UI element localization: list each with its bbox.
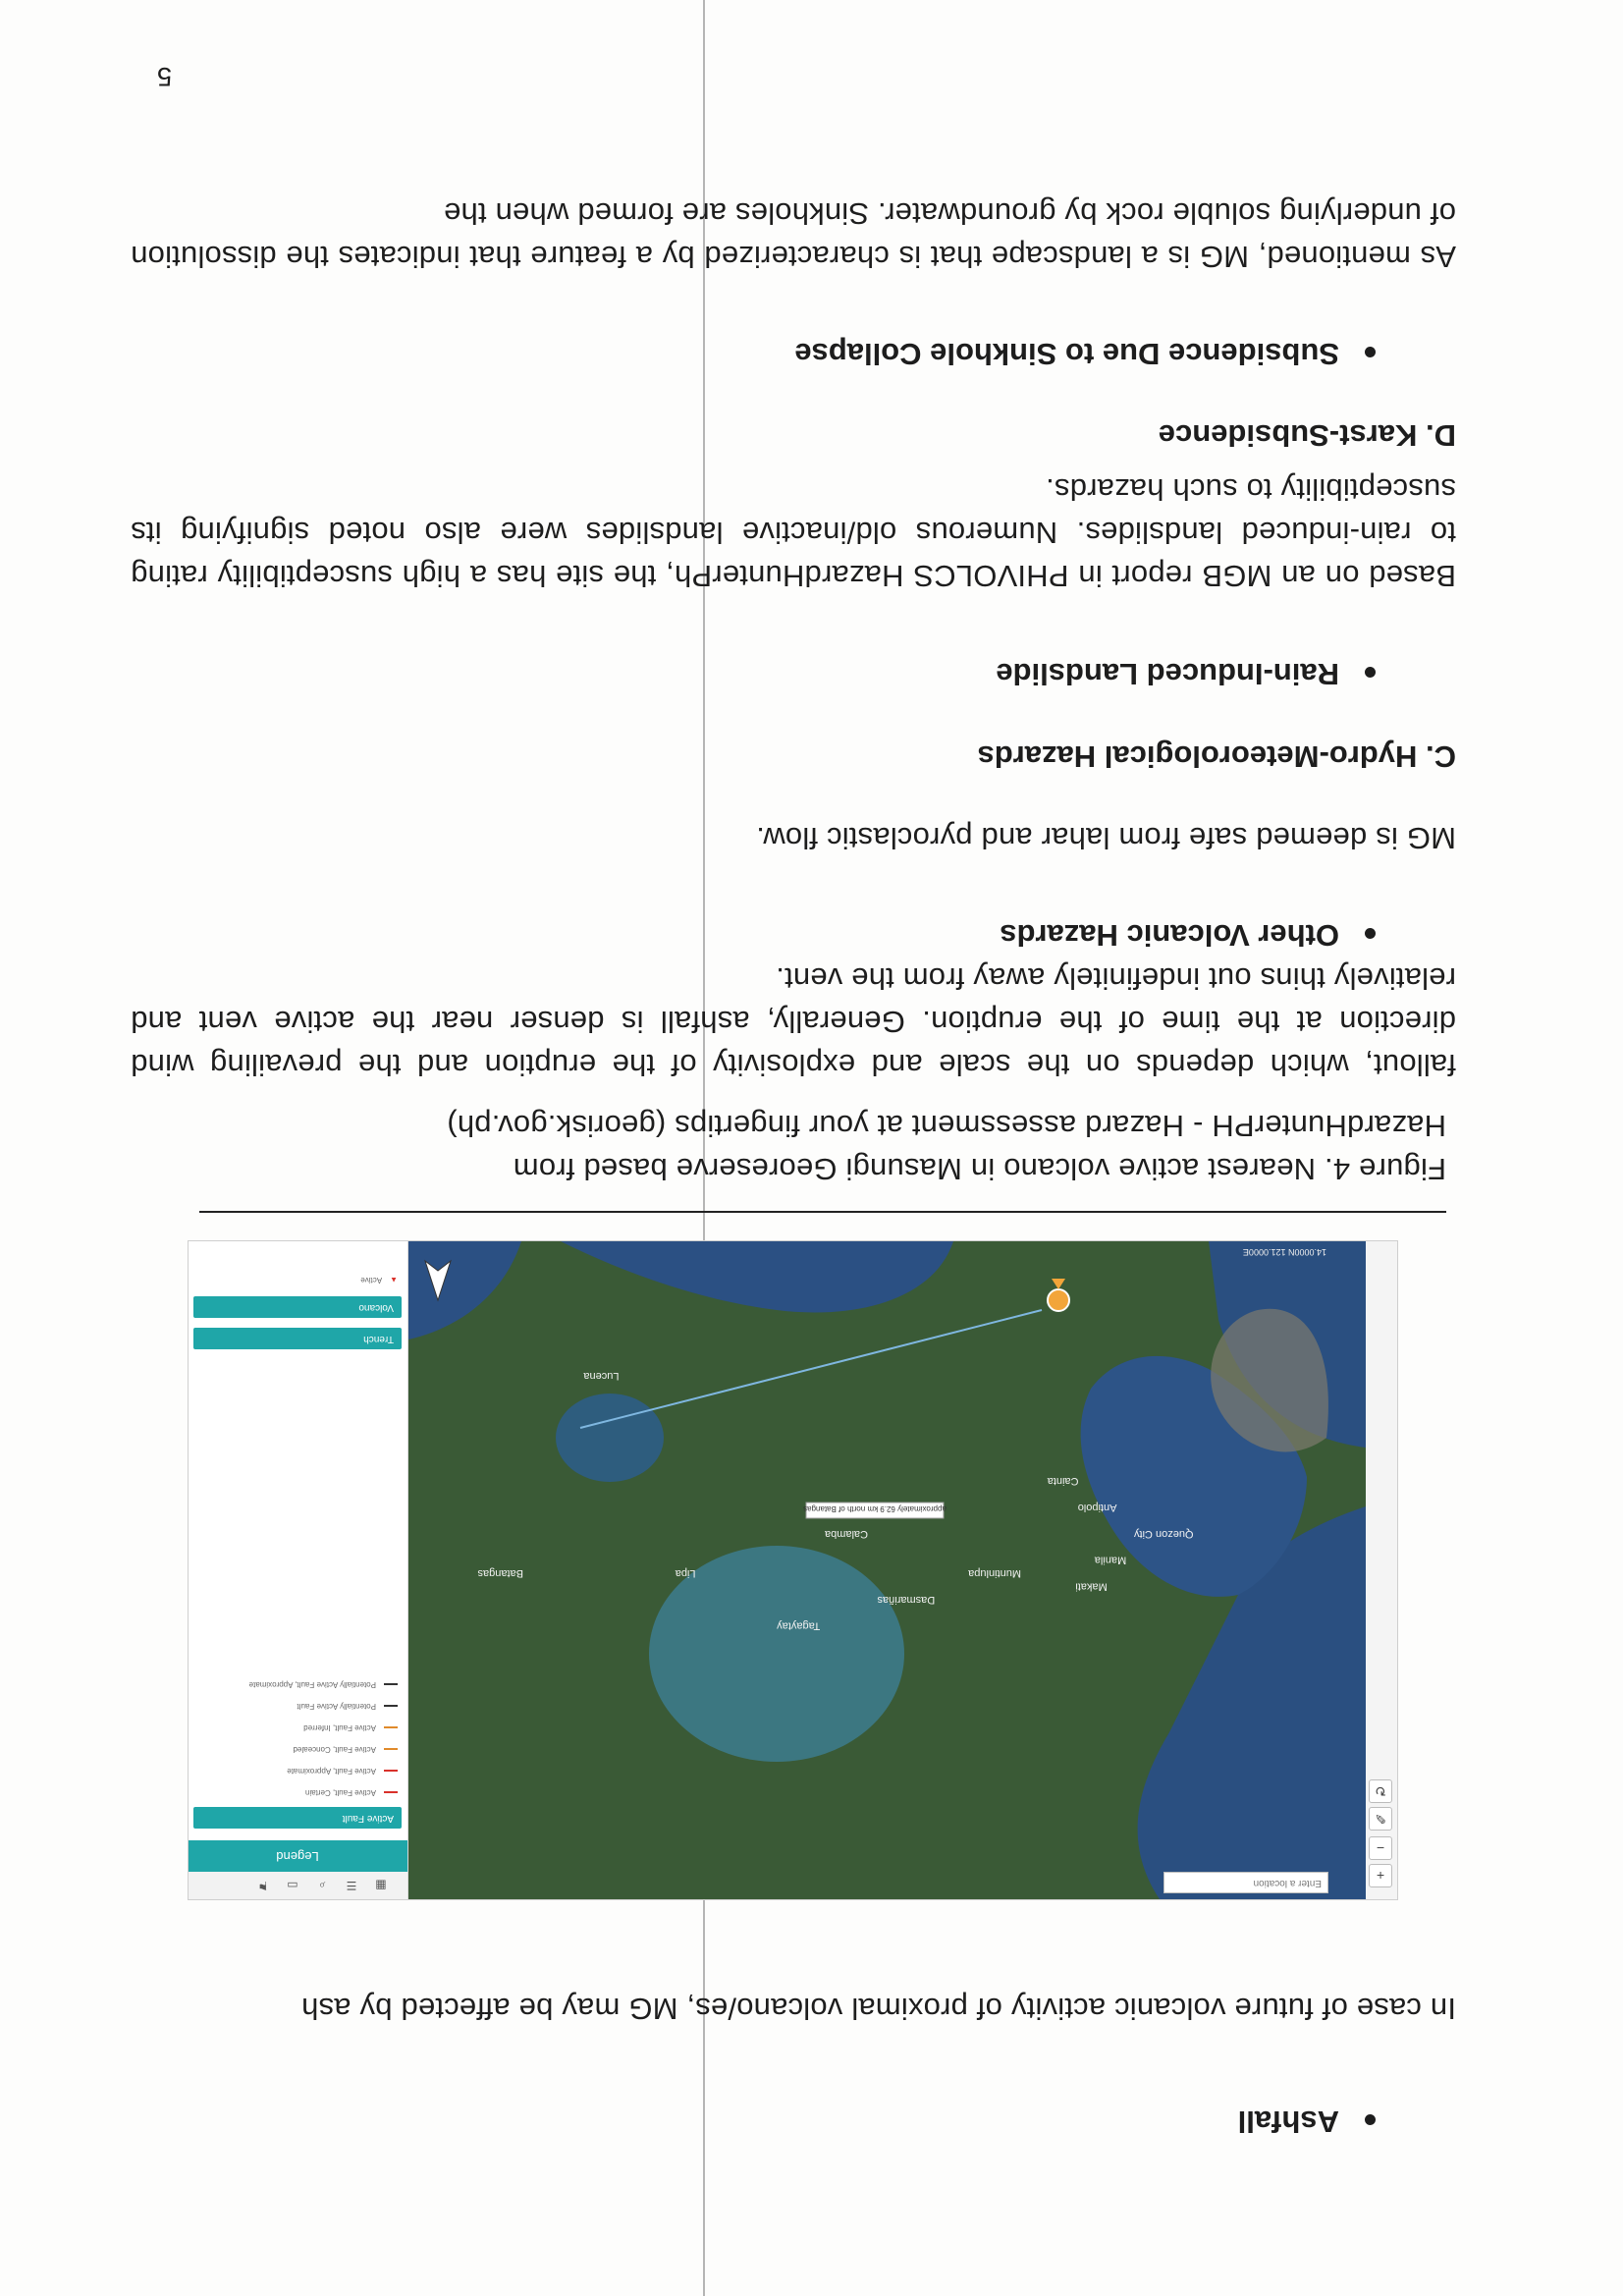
place-label: Lipa xyxy=(675,1567,696,1579)
bullet-icon xyxy=(1365,928,1376,939)
place-label: Batangas xyxy=(477,1567,523,1579)
place-label: Makati xyxy=(1075,1580,1108,1593)
ashfall-body: fallout, which depends on the scale and explosivity of the eruption and the prevailing wind direction at the time of the eruption. Generally, ashfall is denser near the active vent and relatively thins out indefinitely away from the vent. xyxy=(131,961,1456,1082)
list-icon[interactable]: ☰ xyxy=(346,1879,357,1892)
legend-tabs xyxy=(188,1871,407,1899)
coordinate-readout: 14.0000N 121.0000E xyxy=(1242,1247,1326,1257)
layers-icon[interactable]: ▦ xyxy=(375,1879,387,1892)
ashfall-heading: Ashfall xyxy=(1238,2104,1376,2139)
place-label: Cainta xyxy=(1047,1475,1079,1488)
other-volcanic-body: MG is deemed safe from lahar and pyroclastic flow. xyxy=(756,821,1456,855)
zoom-out-button[interactable]: − xyxy=(1369,1836,1392,1860)
search-icon[interactable]: ⌕ xyxy=(318,1879,326,1892)
legend-row: Active Fault, Concealed xyxy=(195,1742,398,1756)
legend-row: Active Fault, Approximate xyxy=(195,1764,398,1777)
pencil-icon[interactable]: ✎ xyxy=(1369,1807,1392,1831)
map-toolbar xyxy=(1365,1241,1397,1899)
place-label: Tagaytay xyxy=(777,1619,821,1632)
map-svg xyxy=(408,1241,1366,1899)
caption-rule xyxy=(199,1211,1446,1213)
legend-row: Potentially Active Fault xyxy=(195,1699,398,1713)
legend-title: Legend xyxy=(188,1840,407,1872)
legend-row: Active Fault, Certain xyxy=(195,1785,398,1799)
info-icon[interactable]: ⚑ xyxy=(257,1879,269,1892)
sinkhole-heading: Subsidence Due to Sinkhole Collapse xyxy=(794,336,1376,371)
location-search-input[interactable]: Enter a location xyxy=(1163,1872,1328,1893)
legend-panel xyxy=(188,1241,408,1899)
other-volcanic-heading: Other Volcanic Hazards xyxy=(1000,917,1376,953)
bullet-icon xyxy=(1365,2114,1376,2125)
sinkhole-body: As mentioned, MG is a landscape that is characterized by a feature that indicates the dissolution of underlying soluble rock by groundwater. Sinkholes are formed when the xyxy=(131,196,1456,274)
place-label: Manila xyxy=(1094,1554,1127,1566)
figure-caption-line2: HazardHunterPH - Hazard assessment at your fingertips (georisk.gov.ph) xyxy=(447,1109,1446,1143)
legend-row: Potentially Active Fault, Approximate xyxy=(195,1677,398,1691)
hazardhunter-screenshot xyxy=(188,1240,1398,1900)
triangle-icon: ▲ xyxy=(390,1276,398,1285)
bullet-icon xyxy=(1365,667,1376,678)
page-number: 5 xyxy=(156,62,172,91)
hydro-heading: C. Hydro-Meteorological Hazards xyxy=(977,739,1456,774)
legend-section-active-fault[interactable]: Active Fault xyxy=(193,1807,402,1829)
legend-section-volcano[interactable]: Volcano xyxy=(193,1296,402,1318)
place-label: Dasmariñas xyxy=(877,1593,936,1606)
rain-landslide-heading: Rain-Induced Landslide xyxy=(996,656,1376,691)
ashfall-intro: In case of future volcanic activity of proximal volcano/es, MG may be affected by ash xyxy=(300,1992,1456,2026)
map-callout xyxy=(803,1503,947,1518)
rain-landslide-body: Based on an MGB report in PHIVOLCS HazardHunterPh, the site has a high susceptibility rating to rain-induced landslides. Numerous old/inactive landslides were also noted signifying its susceptibility to such hazards. xyxy=(131,472,1456,593)
refresh-icon[interactable]: ↻ xyxy=(1369,1779,1392,1803)
svg-text:approximately 62.9 km north of: approximately 62.9 km north of Batangas xyxy=(803,1504,947,1513)
place-label: Quezon City xyxy=(1133,1527,1194,1540)
taal-lake xyxy=(556,1394,664,1482)
chart-icon[interactable]: ▭ xyxy=(287,1879,298,1892)
zoom-in-button[interactable]: + xyxy=(1369,1864,1392,1887)
place-label: Calamba xyxy=(824,1527,868,1540)
place-label: Antipolo xyxy=(1077,1502,1117,1513)
place-label: Muntinlupa xyxy=(968,1567,1021,1579)
legend-section-trench[interactable]: Trench xyxy=(193,1328,402,1349)
legend-row-volcano: ▲Active xyxy=(360,1276,398,1285)
figure-caption-line1: Figure 4. Nearest active volcano in Masungi Georeserve based from xyxy=(513,1152,1446,1186)
karst-heading: D. Karst-Subsidence xyxy=(1158,418,1456,453)
legend-row: Active Fault, Inferred xyxy=(195,1721,398,1734)
map-canvas[interactable] xyxy=(408,1241,1366,1899)
bullet-icon xyxy=(1365,347,1376,357)
place-label: Lucena xyxy=(583,1370,620,1382)
